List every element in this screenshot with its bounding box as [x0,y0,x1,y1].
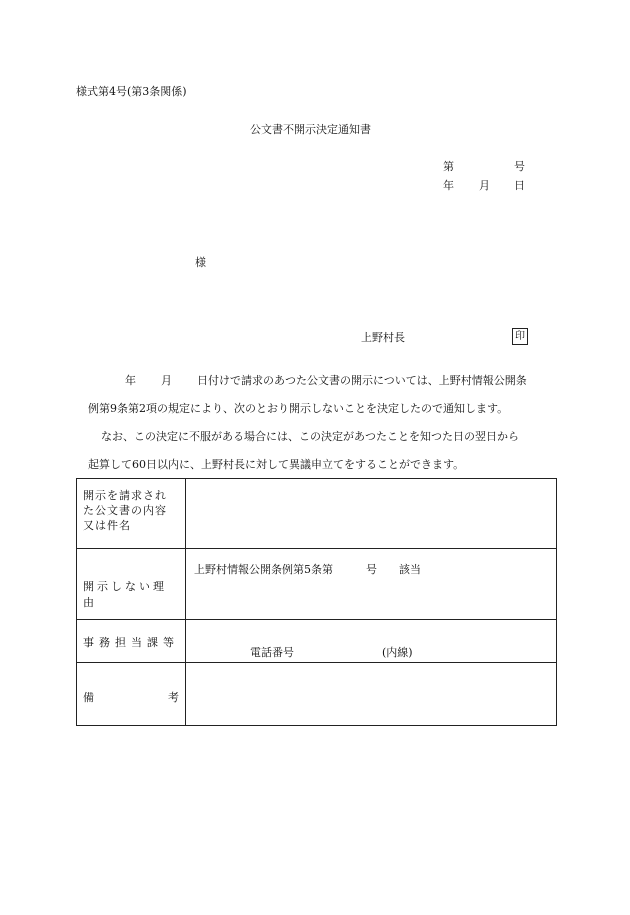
table-row [77,479,557,549]
body-month: 月 [161,374,172,387]
remarks-value-cell[interactable] [186,663,557,726]
notice-table [76,478,557,726]
table-row [77,620,557,663]
recipient-suffix: 様 [195,256,206,269]
body-line-3: なお、この決定に不服がある場合には、この決定があつたことを知つた日の翌日から [101,430,519,443]
date-day: 日 [514,179,525,192]
content-value-cell[interactable] [186,479,557,549]
seal-mark: 印 [512,328,528,345]
ordinance-clause: 上野村情報公開条例第5条第 [194,563,333,576]
clause-gaitou: 該当 [399,563,421,576]
table-row [77,663,557,726]
content-label-line: た公文書の内容 [83,504,167,517]
reason-label: 開示しない理由 [83,580,167,609]
issuer-name: 上野村長 [361,331,405,344]
remarks-label-left: 備 [83,691,94,704]
table-row [77,549,557,620]
body-line-1: 日付けで請求のあつた公文書の開示については、上野村情報公開条 [197,374,527,387]
office-value-cell[interactable] [186,620,557,663]
content-label-line: 開示を請求され [83,489,167,502]
body-line-4: 起算して60日以内に、上野村長に対して異議申立てをすることができます。 [88,458,465,471]
office-label-cell [77,620,186,663]
office-label: 事務担当課等 [83,636,179,649]
content-label-cell [77,479,186,549]
extension-label: (内線) [382,646,413,659]
doc-number-dai: 第 [443,160,454,173]
body-line-2: 例第9条第2項の規定により、次のとおり開示しないことを決定したので通知します。 [88,402,509,415]
form-number: 様式第4号(第3条関係) [76,85,187,98]
doc-number-go: 号 [514,160,525,173]
reason-value-cell[interactable] [186,549,557,620]
body-year: 年 [125,374,136,387]
date-month: 月 [479,179,490,192]
remarks-label-cell [77,663,186,726]
reason-label-cell [77,549,186,620]
date-year: 年 [443,179,454,192]
phone-number-label: 電話番号 [250,646,294,659]
document-title: 公文書不開示決定通知書 [250,123,371,136]
clause-go: 号 [366,563,377,576]
content-label-line: 又は件名 [83,519,131,532]
remarks-label-right: 考 [168,691,179,704]
